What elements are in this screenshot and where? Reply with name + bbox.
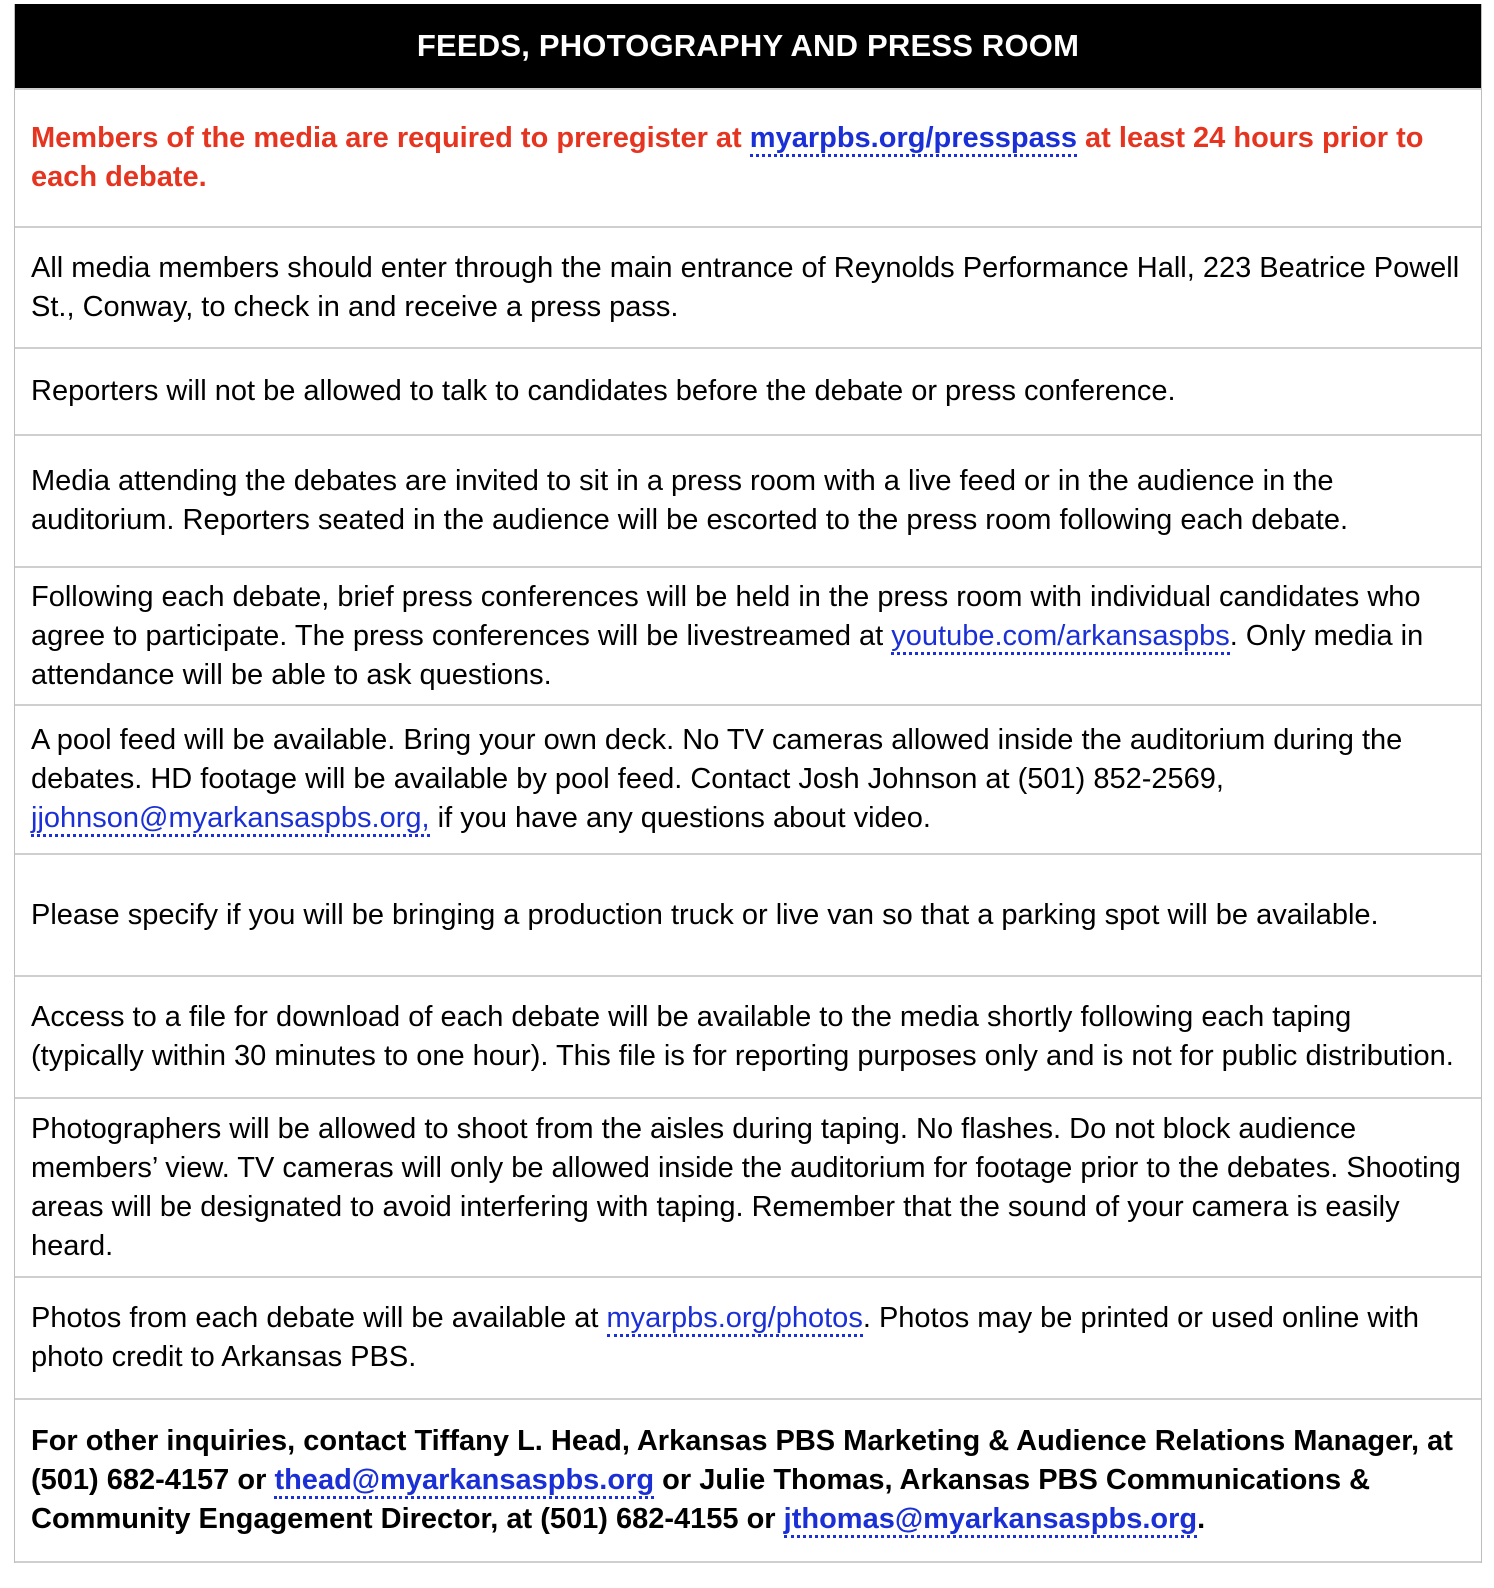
pool-feed-text: A pool feed will be available. Bring your own deck. No TV cameras allowed inside the auditorium during the debates. HD footage will be available by pool feed. Contact Josh Johnson at (501) 852-2569, jjohnson@myarkansaspbs.org, if you have any questions about video. <box>31 721 1465 838</box>
candidates-row <box>15 347 1481 434</box>
jjohnson-email-link[interactable]: jjohnson@myarkansaspbs.org, <box>31 802 430 837</box>
press-conference-text: Following each debate, brief press conferences will be held in the press room with individual candidates who agree to participate. The press conferences will be livestreamed at youtube.com/arkansaspbs. Only media in attendance will be able to ask questions. <box>31 580 1424 691</box>
photographers-row <box>15 1097 1481 1276</box>
presspass-link[interactable]: myarpbs.org/presspass <box>750 122 1077 157</box>
section-title: FEEDS, PHOTOGRAPHY AND PRESS ROOM <box>416 28 1080 63</box>
jthomas-email-link[interactable]: jthomas@myarkansaspbs.org <box>784 1503 1197 1538</box>
press-conference-row <box>15 566 1481 704</box>
contact-text: For other inquiries, contact Tiffany L. Head, Arkansas PBS Marketing & Audience Relations Manager, at (501) 682-4157 or thead@myarkansaspbs.org or Julie Thomas, Arkansas PBS Communications & Community Engagement Director, at (501) 682-4155 or jthomas@myarkansaspbs.org. <box>31 1422 1465 1539</box>
parking-text: Please specify if you will be bringing a production truck or live van so that a parking spot will be available. <box>31 898 1379 931</box>
contact-row <box>15 1398 1481 1563</box>
youtube-link[interactable]: youtube.com/arkansaspbs <box>891 620 1230 655</box>
entrance-row <box>15 226 1481 347</box>
pool-feed-row <box>15 704 1481 853</box>
photos-row <box>15 1276 1481 1398</box>
press-room-row <box>15 434 1481 566</box>
photos-link[interactable]: myarpbs.org/photos <box>607 1302 863 1337</box>
thead-email-link[interactable]: thead@myarkansaspbs.org <box>274 1464 654 1499</box>
download-row <box>15 975 1481 1097</box>
parking-row <box>15 853 1481 975</box>
photographers-text: Photographers will be allowed to shoot from the aisles during taping. No flashes. Do not block audience members’ view. TV cameras will only be allowed inside the auditorium for footage prior to the debates. Shooting areas will be designated to avoid interfering with taping. Remember that the sound of your camera is easily heard. <box>31 1112 1461 1262</box>
press-room-text: Media attending the debates are invited to sit in a press room with a live feed or in the audience in the auditorium. Reporters seated in the audience will be escorted to the press room following each debate. <box>31 465 1349 536</box>
preregister-row <box>15 88 1481 226</box>
photos-text: Photos from each debate will be available at myarpbs.org/photos. Photos may be printed or used online with photo credit to Arkansas PBS. <box>31 1302 1419 1373</box>
press-info-table <box>14 4 1482 1563</box>
preregister-text: Members of the media are required to preregister at myarpbs.org/presspass at least 24 hours prior to each debate. <box>31 122 1424 193</box>
download-text: Access to a file for download of each debate will be available to the media shortly following each taping (typically within 30 minutes to one hour). This file is for reporting purposes only and is not for public distribution. <box>31 1001 1454 1072</box>
section-header <box>15 4 1481 88</box>
candidates-text: Reporters will not be allowed to talk to candidates before the debate or press conference. <box>31 375 1176 407</box>
entrance-text: All media members should enter through the main entrance of Reynolds Performance Hall, 223 Beatrice Powell St., Conway, to check in and receive a press pass. <box>31 251 1460 323</box>
